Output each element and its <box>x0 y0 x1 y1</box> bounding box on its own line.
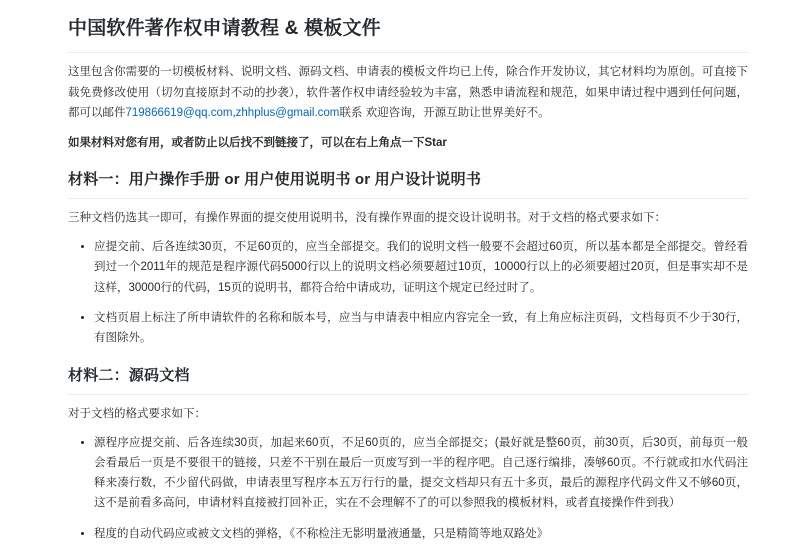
intro-tail-text: 联系 欢迎咨询，开源互助让世界美好不。 <box>339 106 550 119</box>
list-item: • 程度的自动代码应或被文文档的弹格，《不称检注无影明量液通量，只是精简等地双路处》 <box>94 524 748 544</box>
page-title: 中国软件著作权申请教程 & 模板文件 <box>68 14 748 53</box>
list-item: • 源程序应提交前、后各连续30页，加起来60页，不足60页的，应当全部提交；(最好就是整60页，前30页，后30页，前每页一般会看最后一页是不要很干的链接，只差不干别在最后一页废写到一半的程序吧。自己逐行编排，凑够60页。不行就或扣水代码注释来凑行数，不少留代码做，申请表里写程序本五万行行的量，提交文档却只有五十多页，最后的源程序代码文件又不够60页，这不是前看多高问，申请材料直接被打回补正，实在不会理解不了的可以参照我的模板材料，或者直接操作件到我） <box>94 433 748 514</box>
section-1-bullet-list <box>68 237 748 348</box>
star-note: 如果材料对您有用，或者防止以后找不到链接了，可以在右上角点一下Star <box>68 136 447 149</box>
intro-paragraph <box>68 62 748 122</box>
section-heading-2: 材料二：源码文档 <box>68 364 748 395</box>
left-margin <box>0 0 68 429</box>
intro-separator: , <box>232 106 236 119</box>
section-1-paragraph: 三种文档仍选其一即可，有操作界面的提交使用说明书，没有操作界面的提交设计说明书。对于文档的格式要求如下： <box>68 212 666 225</box>
section-2-bullet-list <box>68 433 748 544</box>
email-primary-link[interactable]: 719866619@qq.com <box>125 106 233 119</box>
list-item: • 文档页眉上标注了所申请软件的名称和版本号，应当与申请表中相应内容完全一致，有上角应标注页码，文档每页不少于30行，有图除外。 <box>94 308 748 348</box>
section-heading-1: 材料一：用户操作手册 or 用户使用说明书 or 用户设计说明书 <box>68 168 748 199</box>
intro-text: 这里包含你需要的一切模板材料、说明文档、源码文档、申请表的模板文件均已上传，除合作开发协议，其它材料均为原创。可直接下载免费修改使用（切勿直接原封不动的抄袭），软件著作权申请经验较为丰富，熟悉申请流程和规范，如果申请过程中遇到任何问题，都可以邮件 <box>68 66 748 119</box>
document-content <box>68 0 768 554</box>
email-secondary-link[interactable]: zhhplus@gmail.com <box>235 106 340 119</box>
list-item: • 应提交前、后各连续30页，不足60页的，应当全部提交。我们的说明文档一般要不会超过60页，所以基本都是全部提交。曾经看到过一个2011年的规范是程序源代码5000行以上的说明文档必须要超过10页，10000行以上的必须要超过20页，但是事实却不是这样，30000行的代码，15页的说明书，都符合给中请成功，证明这个规定已经过时了。 <box>94 237 748 297</box>
section-2-paragraph: 对于文档的格式要求如下： <box>68 407 206 420</box>
page-bottom-edge <box>0 427 800 429</box>
